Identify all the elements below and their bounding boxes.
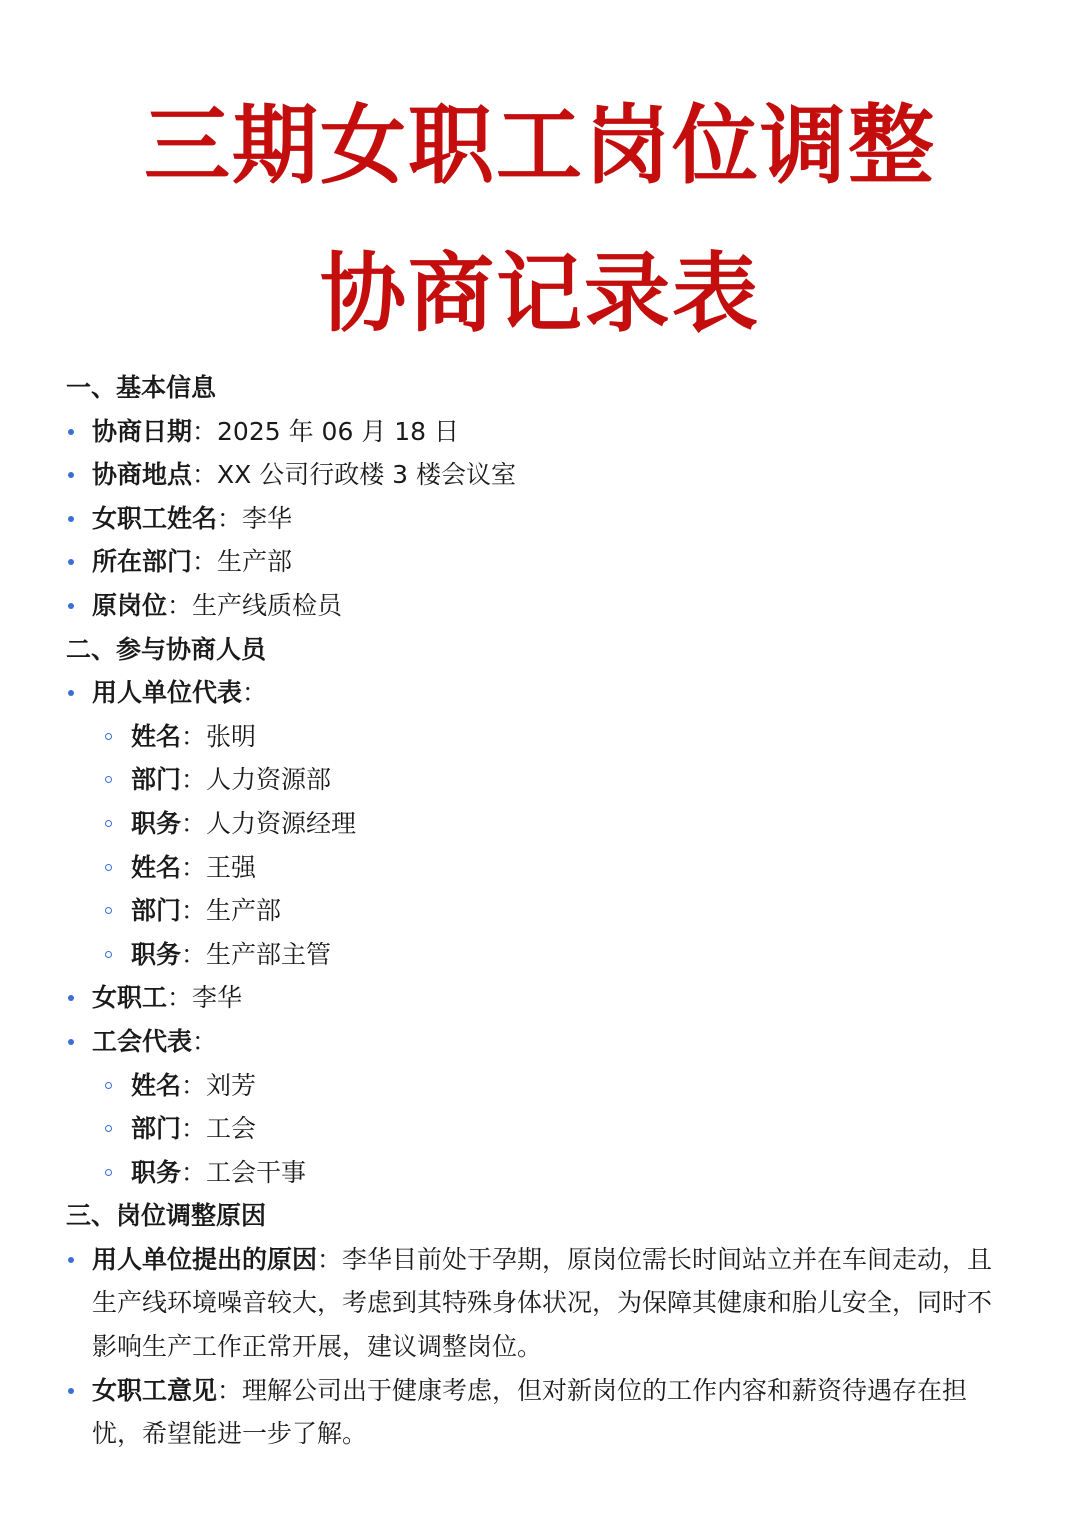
document-title-line-1: 三期女职工岗位调整	[144, 96, 936, 196]
list-item-female-employee: 女职工：李华	[66, 976, 1016, 1020]
list-item-employer-representative: 用人单位代表：	[66, 671, 1016, 715]
list-item-union-representative: 工会代表：	[66, 1020, 1016, 1064]
section-heading-adjustment-reasons: 三、岗位调整原因	[66, 1201, 267, 1231]
sub-item-department: 部门：人力资源部	[66, 758, 1016, 802]
section-heading-basic-info: 一、基本信息	[66, 373, 217, 402]
list-item-employee-opinion: 女职工意见：理解公司出于健康考虑，但对新岗位的工作内容和薪资待遇存在担忧，希望能进一步了解。	[66, 1369, 1016, 1456]
sub-item-title: 职务：生产部主管	[66, 933, 1016, 977]
union-representative-details	[66, 1064, 1016, 1195]
document-body	[66, 366, 1016, 1456]
sub-item-department: 部门：生产部	[66, 889, 1016, 933]
document-title-line-2: 协商记录表	[320, 244, 760, 344]
sub-item-department: 部门：工会	[66, 1107, 1016, 1151]
list-item-employer-reason: 用人单位提出的原因：李华目前处于孕期，原岗位需长时间站立并在车间走动，且生产线环境噪音较大，考虑到其特殊身体状况，为保障其健康和胎儿安全，同时不影响生产工作正常开展，建议调整岗位。	[66, 1238, 1016, 1369]
employer-representative-details	[66, 715, 1016, 977]
participants-list	[66, 671, 1016, 715]
basic-info-list	[66, 410, 1016, 628]
list-item-employee-name: 女职工姓名：李华	[66, 497, 1016, 541]
sub-item-title: 职务：工会干事	[66, 1151, 1016, 1195]
sub-item-name: 姓名：刘芳	[66, 1064, 1016, 1108]
section-heading-participants: 二、参与协商人员	[66, 634, 267, 664]
sub-item-name: 姓名：王强	[66, 846, 1016, 890]
sub-item-title: 职务：人力资源经理	[66, 802, 1016, 846]
reasons-list	[66, 1238, 1016, 1456]
list-item-negotiation-location: 协商地点：XX 公司行政楼 3 楼会议室	[66, 453, 1016, 497]
list-item-original-position: 原岗位：生产线质检员	[66, 584, 1016, 628]
participants-list-continued	[66, 976, 1016, 1063]
list-item-negotiation-date: 协商日期：2025 年 06 月 18 日	[66, 410, 1016, 454]
sub-item-name: 姓名：张明	[66, 715, 1016, 759]
list-item-department: 所在部门：生产部	[66, 540, 1016, 584]
